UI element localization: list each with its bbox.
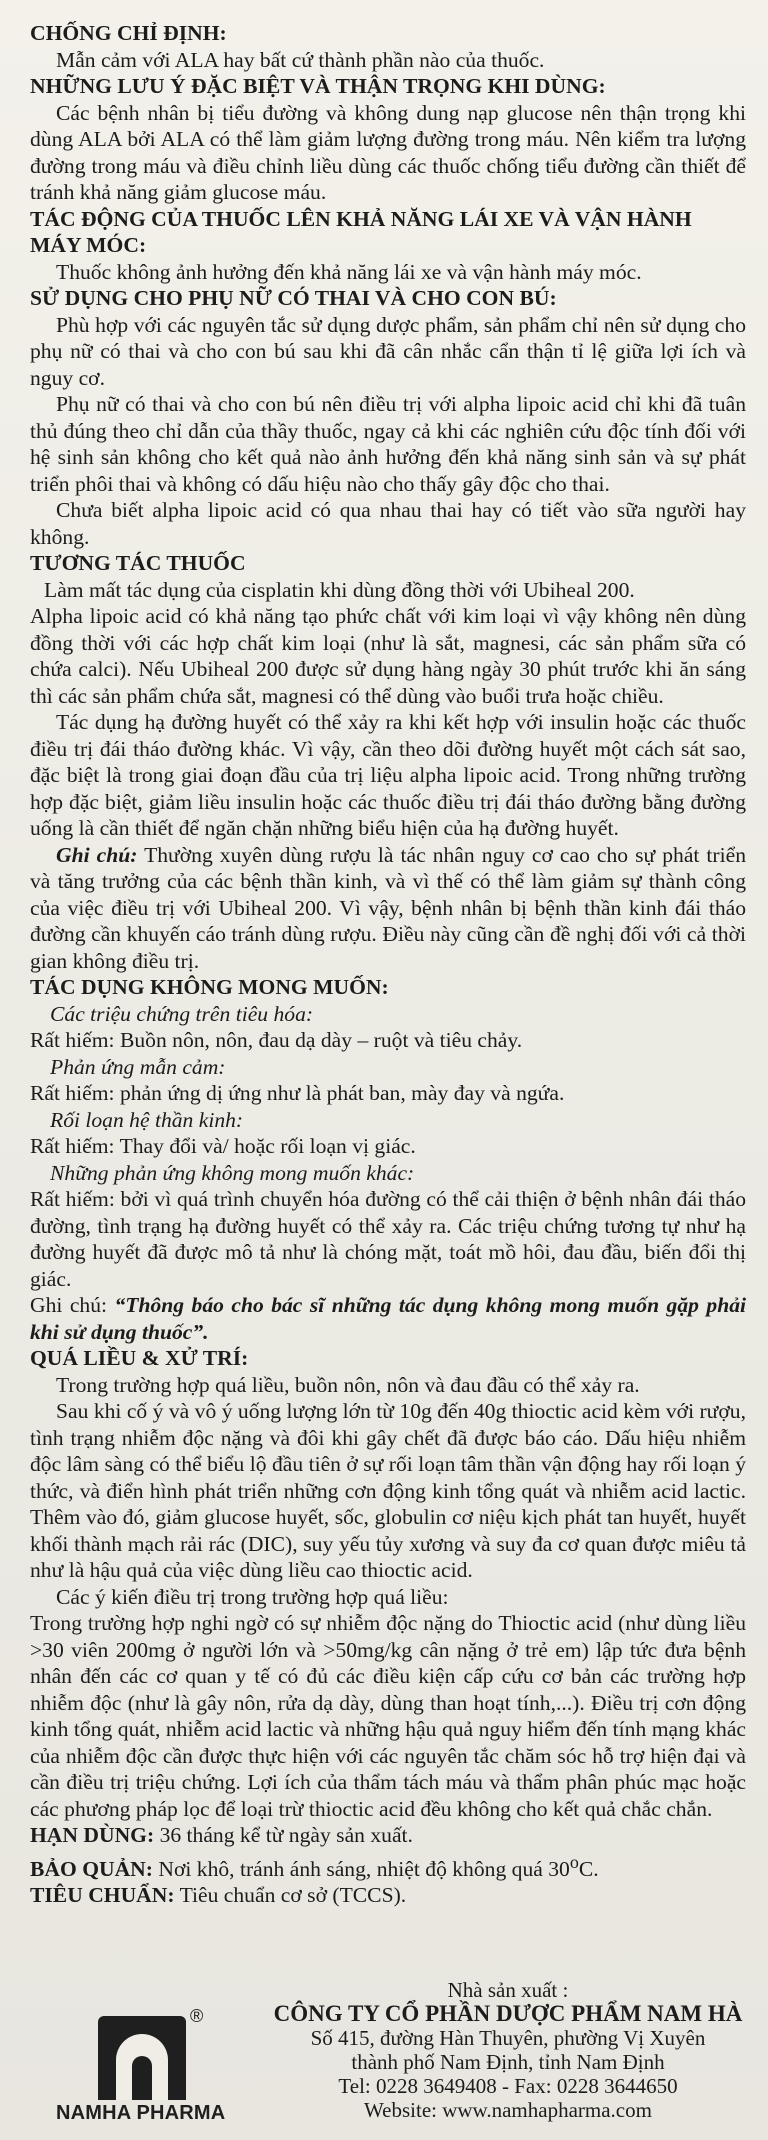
overdose-paragraph-2: Sau khi cố ý và vô ý uống lượng lớn từ 10g đến 40g thioctic acid kèm với rượu, tình trạng nhiễm độc nặng và đôi khi gây chết đã được báo cáo. Dấu hiệu nhiễm độc lâm sàng có thể biểu lộ đầu tiên ở sự rối loạn tâm thần vận động hay rối loạn ý thức, và điển hình phát triển những cơn động kinh tổng quát và nhiễm acid lactic. Thêm vào đó, giảm glucose huyết, sốc, globulin cơ niệu kịch phát tan huyết, huyết khối thành mạch rải rác (DIC), suy yếu tủy xương và suy đa cơ quan được miêu tả như là hậu quả của việc dùng liều cao thioctic acid. (30, 1399, 746, 1582)
contraindication-heading: CHỐNG CHỈ ĐỊNH: (30, 21, 227, 45)
side-effect-text: Rất hiếm: bởi vì quá trình chuyển hóa đường có thể cải thiện ở bệnh nhân đái tháo đường, tình trạng hạ đường huyết có thể xảy ra. Các triệu chứng tương tự như hạ đường huyết đã được mô tả như là chóng mặt, toát mồ hôi, đau đầu, biến đổi thị giác. (30, 1187, 746, 1291)
manufacturer-info (258, 1978, 758, 2122)
side-effect-text: Rất hiếm: phản ứng dị ứng như là phát ban, mày đay và ngứa. (30, 1081, 565, 1105)
leaflet-text (30, 20, 746, 1909)
interactions-heading: TƯƠNG TÁC THUỐC (30, 551, 246, 575)
storage-value: Nơi khô, tránh ánh sáng, nhiệt độ không quá 30 (158, 1856, 570, 1881)
overdose-paragraph-4: Trong trường hợp nghi ngờ có sự nhiễm độc nặng do Thioctic acid (như dùng liều >30 viên 200mg ở người lớn và >50mg/kg cân nặng ở trẻ em) lập tức đưa bệnh nhân đến các cơ quan y tế có đủ các điều kiện cấp cứu cơ bản các trường hợp nhiễm độc (như là gây nôn, rửa dạ dày, dùng than hoạt tính,...). Điều trị cơn động kinh tổng quát, nhiễm acid lactic và những hậu quả nguy hiểm đến tính mạng khác của nhiễm độc cần được thực hiện với các nguyên tắc chăm sóc hỗ trợ hiện đại và cần điều trị triệu chứng. Lợi ích của thẩm tách máu và thẩm phân phúc mạc hoặc các phương pháp lọc để loại trừ thioctic acid đều không cho kết quả chắc chắn. (30, 1611, 746, 1821)
shelf-life-label: HẠN DÙNG: (30, 1823, 155, 1847)
pregnancy-paragraph-2: Phụ nữ có thai và cho con bú nên điều trị với alpha lipoic acid chỉ khi đã tuân thủ đúng theo chỉ dẫn của thầy thuốc, ngay cả khi các nghiên cứu độc tính đối với hệ sinh sản không cho kết quả nào ảnh hưởng đến khả năng sinh sản và sự phát triển phôi thai và không có dấu hiệu nào cho thấy gây độc cho thai. (30, 392, 746, 496)
interactions-paragraph-1: Làm mất tác dụng của cisplatin khi dùng đồng thời với Ubiheal 200. (44, 577, 635, 602)
side-effects-note (30, 1292, 746, 1345)
manufacturer-footer (0, 1978, 768, 2140)
namha-logo-icon (98, 2016, 186, 2100)
overdose-paragraph-1: Trong trường hợp quá liều, buồn nôn, nôn và đau đầu có thể xảy ra. (56, 1372, 640, 1397)
shelf-life-value: 36 tháng kể từ ngày sản xuất. (159, 1823, 413, 1847)
brand-name: NAMHA PHARMA (56, 2102, 226, 2124)
side-effects-heading: TÁC DỤNG KHÔNG MONG MUỐN: (30, 975, 389, 999)
made-by-label: Nhà sản xuất : (447, 1978, 569, 2002)
company-name: CÔNG TY CỔ PHẦN DƯỢC PHẨM NAM HÀ (273, 2001, 743, 2026)
standard (30, 1882, 746, 1909)
side-effect-title: Những phản ứng không mong muốn khác: (50, 1160, 415, 1185)
logo-letter-shape (116, 2034, 168, 2100)
side-effects-list (30, 1001, 746, 1293)
overdose-paragraph-3: Các ý kiến điều trị trong trường hợp quá liều: (56, 1584, 449, 1609)
storage-unit: C. (578, 1856, 599, 1881)
side-effects-note-label: Ghi chú: (30, 1293, 108, 1317)
standard-label: TIÊU CHUẨN: (30, 1883, 175, 1908)
pregnancy-paragraph-3: Chưa biết alpha lipoic acid có qua nhau thai hay có tiết vào sữa người hay không. (30, 498, 746, 549)
driving-heading: TÁC ĐỘNG CỦA THUỐC LÊN KHẢ NĂNG LÁI XE VÀ VẬN HÀNH MÁY MÓC: (30, 206, 692, 257)
interactions-note (30, 842, 746, 975)
contraindication-text: Mẫn cảm với ALA hay bất cứ thành phần nào của thuốc. (56, 47, 545, 72)
logo-letter-counter (132, 2056, 152, 2100)
overdose-heading: QUÁ LIỀU & XỬ TRÍ: (30, 1346, 249, 1370)
standard-value: Tiêu chuẩn cơ sở (TCCS). (179, 1883, 407, 1908)
company-contact: Tel: 0228 3649408 - Fax: 0228 3644650 (338, 2074, 678, 2098)
pregnancy-paragraph-1: Phù hợp với các nguyên tắc sử dụng dược phẩm, sản phẩm chỉ nên sử dụng cho phụ nữ có thai và cho con bú sau khi đã cân nhắc cẩn thận tỉ lệ giữa lợi ích và nguy cơ. (30, 312, 746, 390)
storage-label: BẢO QUẢN: (30, 1856, 153, 1881)
interactions-paragraph-2: Alpha lipoic acid có khả năng tạo phức chất với kim loại vì vậy không nên dùng đồng thời với các hợp chất kim loại (như là sắt, magnesi, các sản phẩm sữa có chứa calci). Nếu Ubiheal 200 được sử dụng hàng ngày 30 phút trước khi ăn sáng thì các sản phẩm chứa sắt, magnesi có thể dùng vào buổi trưa hoặc chiều. (30, 604, 746, 708)
side-effect-title: Rối loạn hệ thần kinh: (50, 1107, 244, 1132)
interactions-note-label: Ghi chú: (56, 842, 138, 867)
driving-text: Thuốc không ảnh hưởng đến khả năng lái xe và vận hành máy móc. (56, 259, 642, 284)
warnings-heading: NHỮNG LƯU Ý ĐẶC BIỆT VÀ THẬN TRỌNG KHI DÙNG: (30, 74, 606, 98)
storage (30, 1849, 746, 1883)
interactions-paragraph-3: Tác dụng hạ đường huyết có thể xảy ra khi kết hợp với insulin hoặc các thuốc điều trị đái tháo đường khác. Vì vậy, cần theo dõi đường huyết một cách sát sao, đặc biệt là trong giai đoạn đầu của trị liệu alpha lipoic acid. Trong những trường hợp đặc biệt, giảm liều insulin hoặc các thuốc điều trị đái tháo đường bằng đường uống là cần thiết để ngăn chặn những biểu hiện của hạ đường huyết. (30, 710, 746, 840)
shelf-life (30, 1822, 746, 1849)
side-effect-title: Phản ứng mẫn cảm: (50, 1054, 226, 1079)
storage-degree: o (569, 1851, 579, 1872)
side-effect-text: Rất hiếm: Buồn nôn, nôn, đau dạ dày – ruột và tiêu chảy. (30, 1028, 523, 1052)
side-effects-note-text: “Thông báo cho bác sĩ những tác dụng không mong muốn gặp phải khi sử dụng thuốc”. (30, 1293, 747, 1344)
pregnancy-heading: SỬ DỤNG CHO PHỤ NỮ CÓ THAI VÀ CHO CON BÚ: (30, 286, 557, 310)
company-address-1: Số 415, đường Hàn Thuyên, phường Vị Xuyên (310, 2026, 706, 2050)
company-address-2: thành phố Nam Định, tỉnh Nam Định (351, 2050, 665, 2074)
interactions-note-text: Thường xuyên dùng rượu là tác nhân nguy cơ cao cho sự phát triển và tăng trưởng của các bệnh thần kinh, và vì thế có thể làm giảm sự thành công của việc điều trị với Ubiheal 200. Vì vậy, bệnh nhân bị bệnh thần kinh đái tháo đường cần khuyến cáo tránh dùng rượu. Điều này cũng cần đề nghị đối với cả thời gian không điều trị. (30, 842, 747, 973)
side-effect-title: Các triệu chứng trên tiêu hóa: (50, 1001, 314, 1026)
registered-mark: ® (190, 2006, 204, 2026)
side-effect-text: Rất hiếm: Thay đổi và/ hoặc rối loạn vị giác. (30, 1134, 416, 1158)
company-website: Website: www.namhapharma.com (364, 2098, 652, 2122)
warnings-text: Các bệnh nhân bị tiểu đường và không dung nạp glucose nên thận trọng khi dùng ALA bởi ALA có thể làm giảm lượng đường trong máu. Nên kiểm tra lượng đường trong máu và điều chỉnh liều dùng các thuốc chống tiểu đường cần thiết để tránh khả năng giảm glucose máu. (30, 100, 746, 204)
